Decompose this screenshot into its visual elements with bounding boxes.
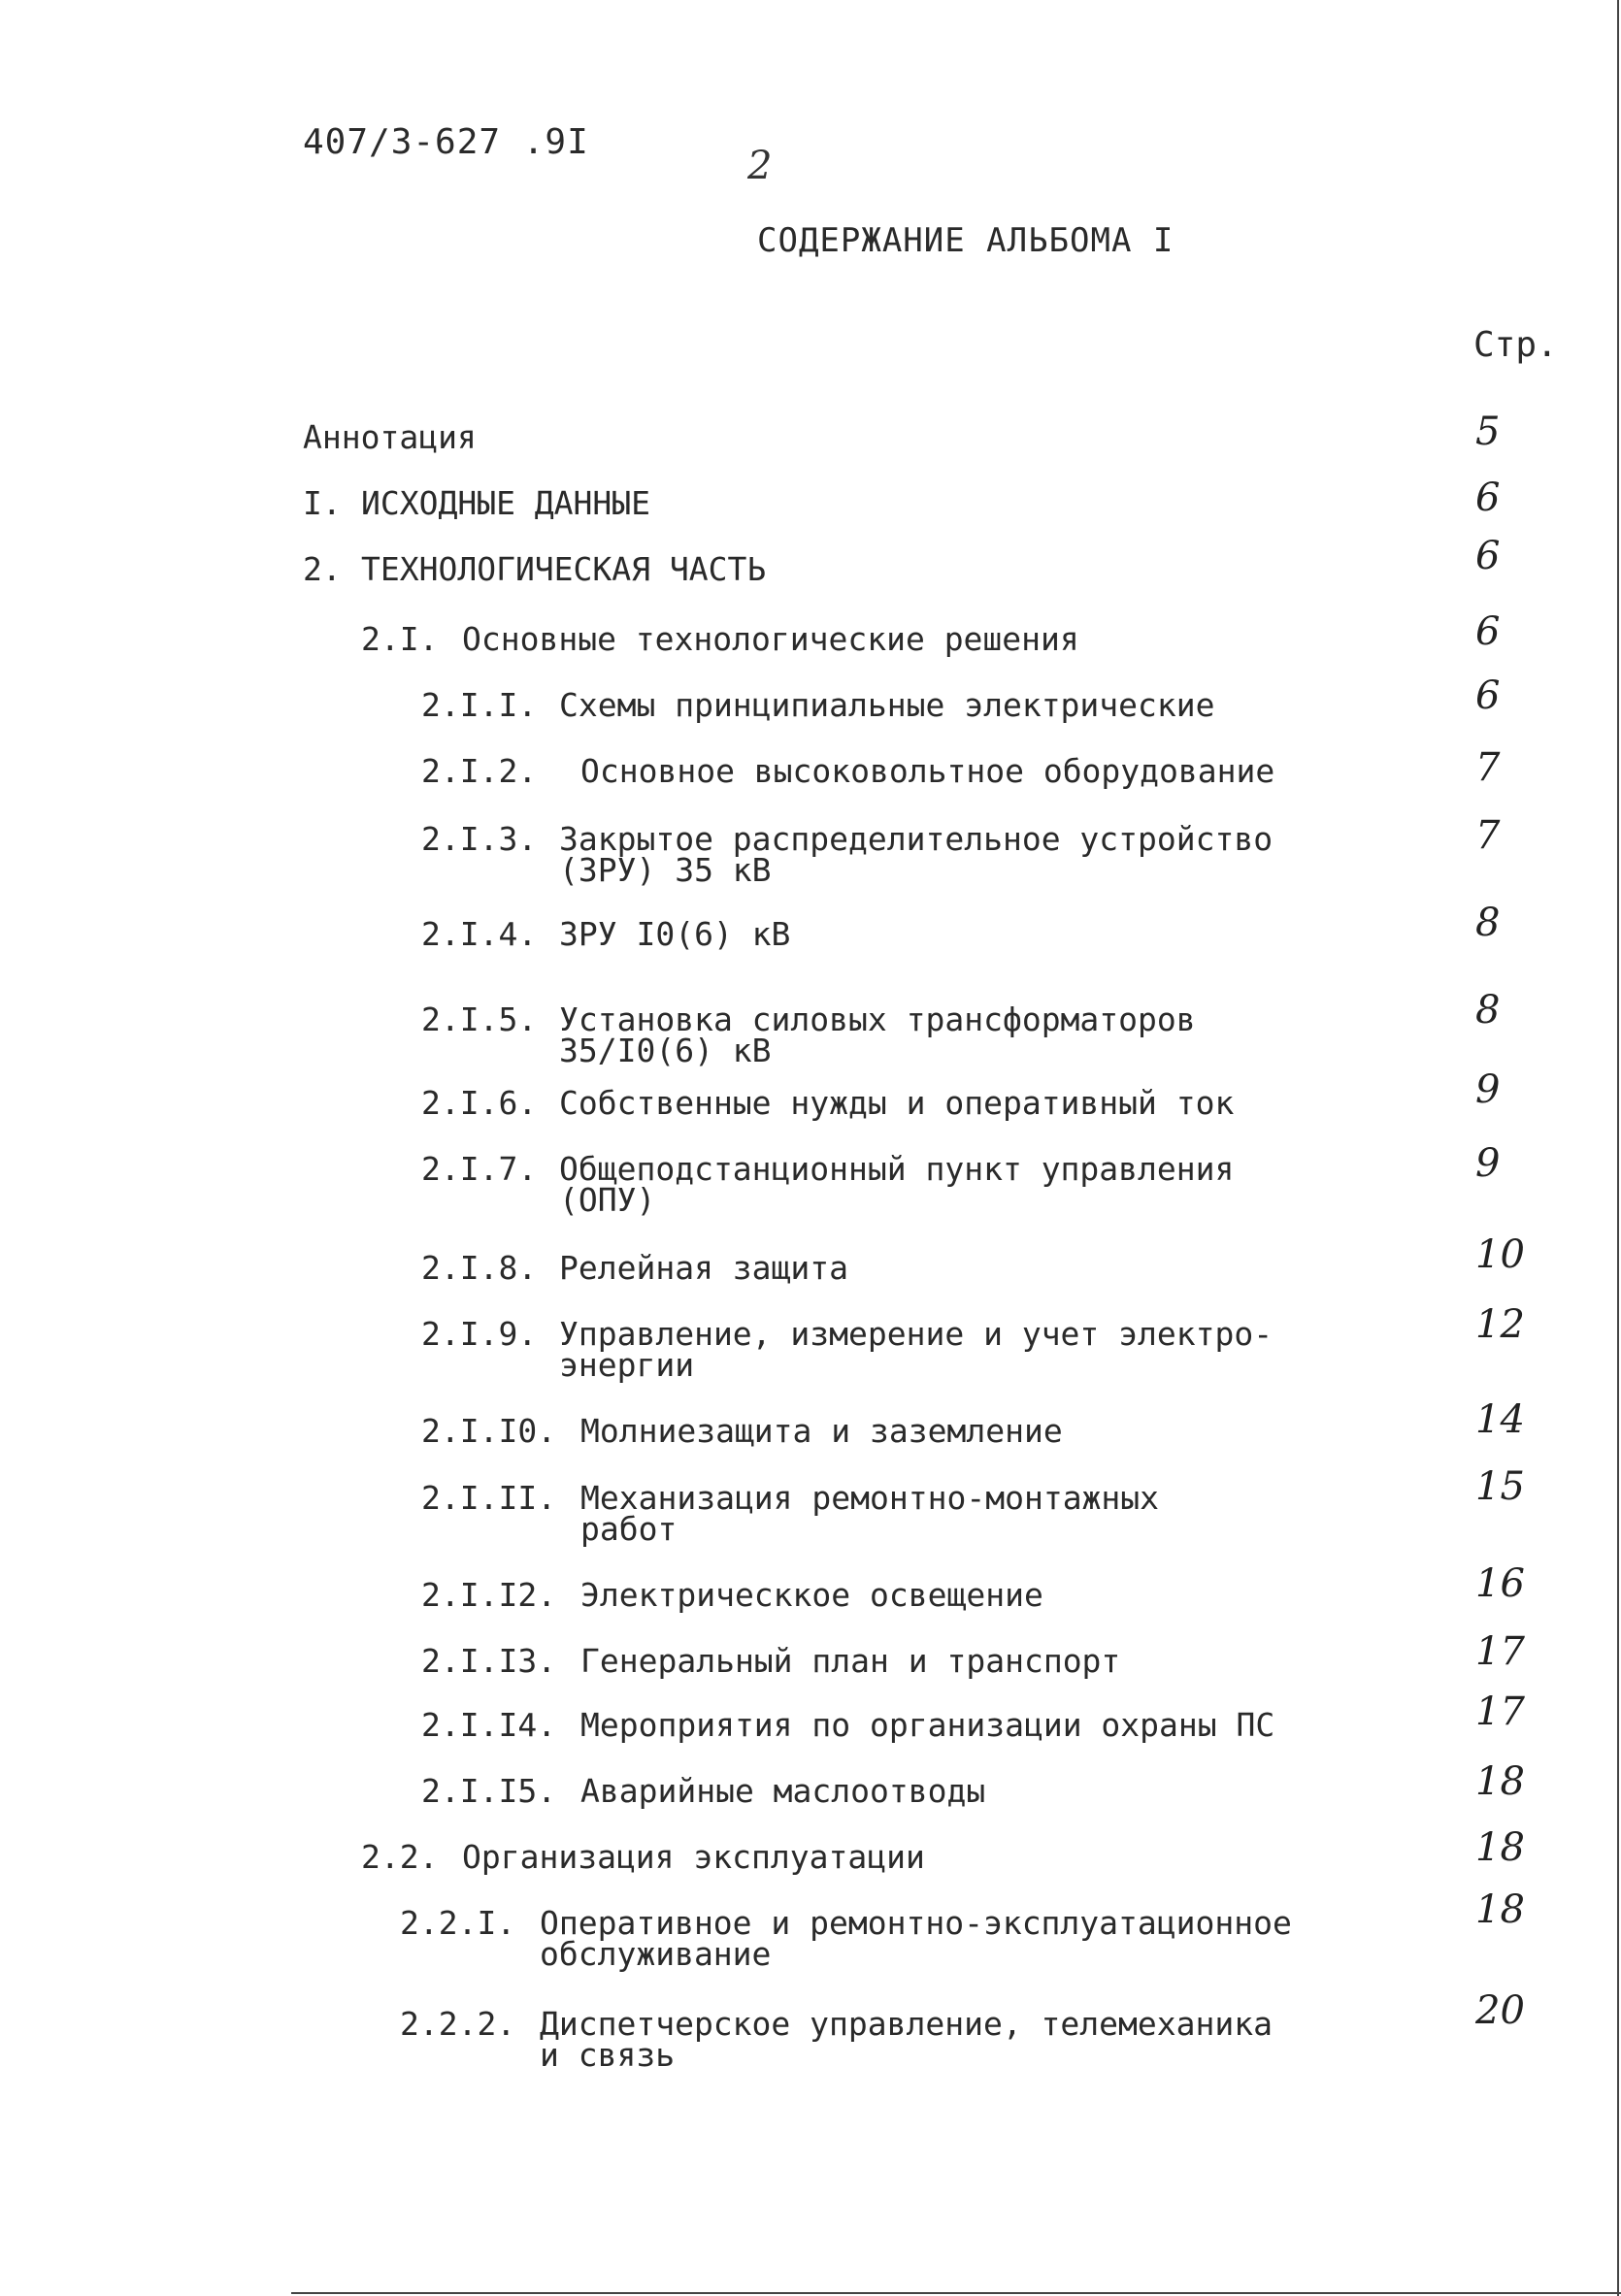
toc-number: 2.I.I2.	[421, 1576, 557, 1614]
toc-number: I.	[303, 484, 342, 522]
toc-text: Общеподстанционный пункт управления (ОПУ)	[559, 1150, 1235, 1219]
toc-page: 6	[1475, 534, 1501, 578]
toc-text: Основные технологические решения	[462, 620, 1079, 658]
toc-text: Мероприятия по организации охраны ПС	[580, 1706, 1275, 1744]
toc-number: 2.I.6.	[421, 1084, 538, 1122]
toc-page: 6	[1475, 609, 1501, 654]
toc-text: Генеральный план и транспорт	[580, 1642, 1121, 1680]
toc-page: 8	[1475, 901, 1501, 945]
toc-text: Релейная защита	[559, 1249, 849, 1287]
toc-page: 16	[1475, 1561, 1525, 1606]
document-code: 407/3-627 .9I	[303, 122, 589, 162]
toc-page: 15	[1475, 1464, 1525, 1509]
toc-text: Установка силовых трансформаторов 35/I0(6) кВ	[559, 1000, 1196, 1069]
toc-number: 2.2.I.	[400, 1904, 516, 1942]
toc-number: 2.I.4.	[421, 915, 538, 953]
toc-number: 2.I.3.	[421, 820, 538, 858]
toc-page: 5	[1475, 410, 1501, 454]
toc-text: Аннотация	[303, 418, 477, 456]
toc-text: Схемы принципиальные электрические	[559, 686, 1215, 724]
toc-page: 17	[1475, 1629, 1525, 1674]
toc-text: Аварийные маслоотводы	[580, 1772, 986, 1810]
toc-page: 9	[1475, 1067, 1501, 1112]
toc-number: 2.I.8.	[421, 1249, 538, 1287]
toc-page: 8	[1475, 988, 1501, 1033]
toc-number: 2.I.I0.	[421, 1412, 557, 1450]
toc-text: Собственные нужды и оперативный ток	[559, 1084, 1235, 1122]
toc-text: Молниезащита и заземление	[580, 1412, 1063, 1450]
toc-page: 18	[1475, 1759, 1525, 1804]
toc-page: 7	[1475, 745, 1501, 790]
toc-text: Управление, измерение и учет электро- энергии	[559, 1315, 1274, 1384]
toc-text: Механизация ремонтно-монтажных работ	[580, 1479, 1160, 1548]
page-number: 2	[747, 144, 773, 188]
toc-number: 2.2.	[361, 1838, 439, 1876]
toc-number: 2.I.2.	[421, 752, 538, 790]
toc-number: 2.I.I.	[421, 686, 538, 724]
toc-page: 10	[1475, 1232, 1525, 1277]
toc-page: 12	[1475, 1302, 1525, 1347]
toc-number: 2.I.9.	[421, 1315, 538, 1353]
toc-text: Организация эксплуатации	[462, 1838, 925, 1876]
toc-text: ИСХОДНЫЕ ДАННЫЕ	[361, 484, 651, 522]
toc-text: Закрытое распределительное устройство (ЗРУ) 35 кВ	[559, 820, 1274, 889]
toc-number: 2.I.7.	[421, 1150, 538, 1188]
toc-page: 18	[1475, 1825, 1525, 1870]
toc-text: ТЕХНОЛОГИЧЕСКАЯ ЧАСТЬ	[361, 550, 767, 588]
toc-text: Диспетчерское управление, телемеханика и связь	[540, 2005, 1273, 2074]
toc-page: 18	[1475, 1887, 1525, 1932]
document-title: СОДЕРЖАНИЕ АЛЬБОМА I	[757, 221, 1174, 260]
toc-text: Оперативное и ремонтно-эксплуатационное обслуживание	[540, 1904, 1292, 1973]
toc-number: 2.I.I5.	[421, 1772, 557, 1810]
toc-page: 14	[1475, 1397, 1525, 1442]
page-column-header: Стр.	[1473, 325, 1558, 365]
toc-page: 9	[1475, 1141, 1501, 1186]
toc-page: 6	[1475, 476, 1501, 520]
right-border-line	[1617, 0, 1619, 2296]
toc-text: Электрическкое освещение	[580, 1576, 1043, 1614]
bottom-border-line	[291, 2292, 1621, 2294]
toc-page: 20	[1475, 1988, 1525, 2033]
toc-number: 2.I.I4.	[421, 1706, 557, 1744]
toc-text: Основное высоковольтное оборудование	[580, 752, 1275, 790]
toc-number: 2.	[303, 550, 342, 588]
toc-number: 2.I.5.	[421, 1000, 538, 1038]
toc-page: 7	[1475, 813, 1501, 858]
toc-page: 6	[1475, 673, 1501, 718]
toc-number: 2.2.2.	[400, 2005, 516, 2043]
toc-page: 17	[1475, 1689, 1525, 1734]
toc-number: 2.I.I3.	[421, 1642, 557, 1680]
toc-text: ЗРУ I0(6) кВ	[559, 915, 791, 953]
toc-number: 2.I.II.	[421, 1479, 557, 1517]
toc-number: 2.I.	[361, 620, 439, 658]
